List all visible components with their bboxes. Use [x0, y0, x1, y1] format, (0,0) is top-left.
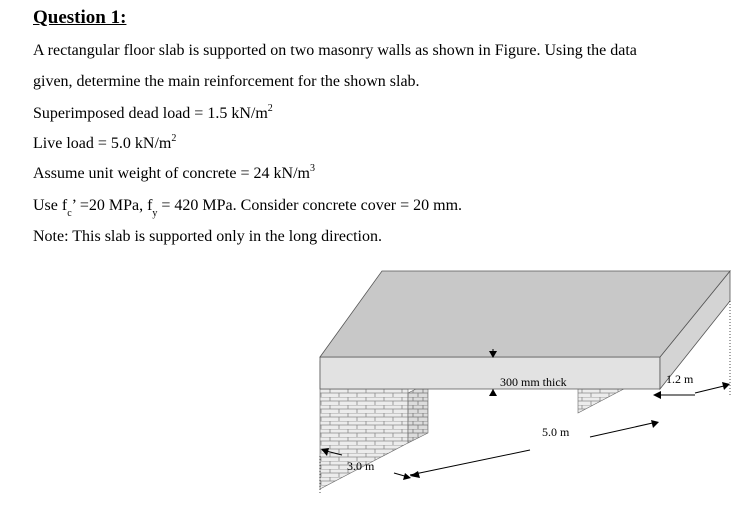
- use-rest: = 420 MPa. Consider concrete cover = 20 mm.: [157, 197, 463, 214]
- unit-weight-text: Assume unit weight of concrete = 24 kN/m: [33, 165, 310, 182]
- live-load-exponent: 2: [171, 132, 177, 144]
- question-title: Question 1:: [33, 7, 127, 28]
- dead-load-text: Superimposed dead load = 1.5 kN/m: [33, 105, 268, 122]
- width-label: 3.0 m: [347, 459, 375, 473]
- use-prefix: Use f: [33, 197, 68, 214]
- unit-weight-line: [33, 164, 315, 184]
- slab-figure: [290, 245, 751, 516]
- depth-label: 1.2 m: [666, 372, 694, 386]
- material-properties-line: [33, 196, 463, 220]
- slab-diagram: [290, 245, 751, 516]
- dead-load-line: [33, 104, 273, 124]
- span-label: 5.0 m: [542, 425, 570, 439]
- front-wall-side: [408, 383, 428, 443]
- use-mid: ’ =20 MPa, f: [71, 197, 153, 214]
- slab-front-edge: [320, 357, 660, 389]
- dead-load-exponent: 2: [267, 102, 273, 114]
- slab-top: [320, 271, 730, 357]
- problem-statement-line-1: A rectangular floor slab is supported on two masonry walls as shown in Figure. Using the data: [33, 42, 637, 59]
- fy-subscript: y: [152, 208, 158, 220]
- live-load-line: [33, 134, 176, 154]
- note-line: Note: This slab is supported only in the long direction.: [33, 228, 382, 245]
- fc-subscript: c: [67, 208, 72, 220]
- live-load-text: Live load = 5.0 kN/m: [33, 135, 172, 152]
- unit-weight-exponent: 3: [309, 162, 315, 174]
- problem-statement-line-2: given, determine the main reinforcement for the shown slab.: [33, 73, 420, 90]
- thickness-label: 300 mm thick: [500, 375, 567, 389]
